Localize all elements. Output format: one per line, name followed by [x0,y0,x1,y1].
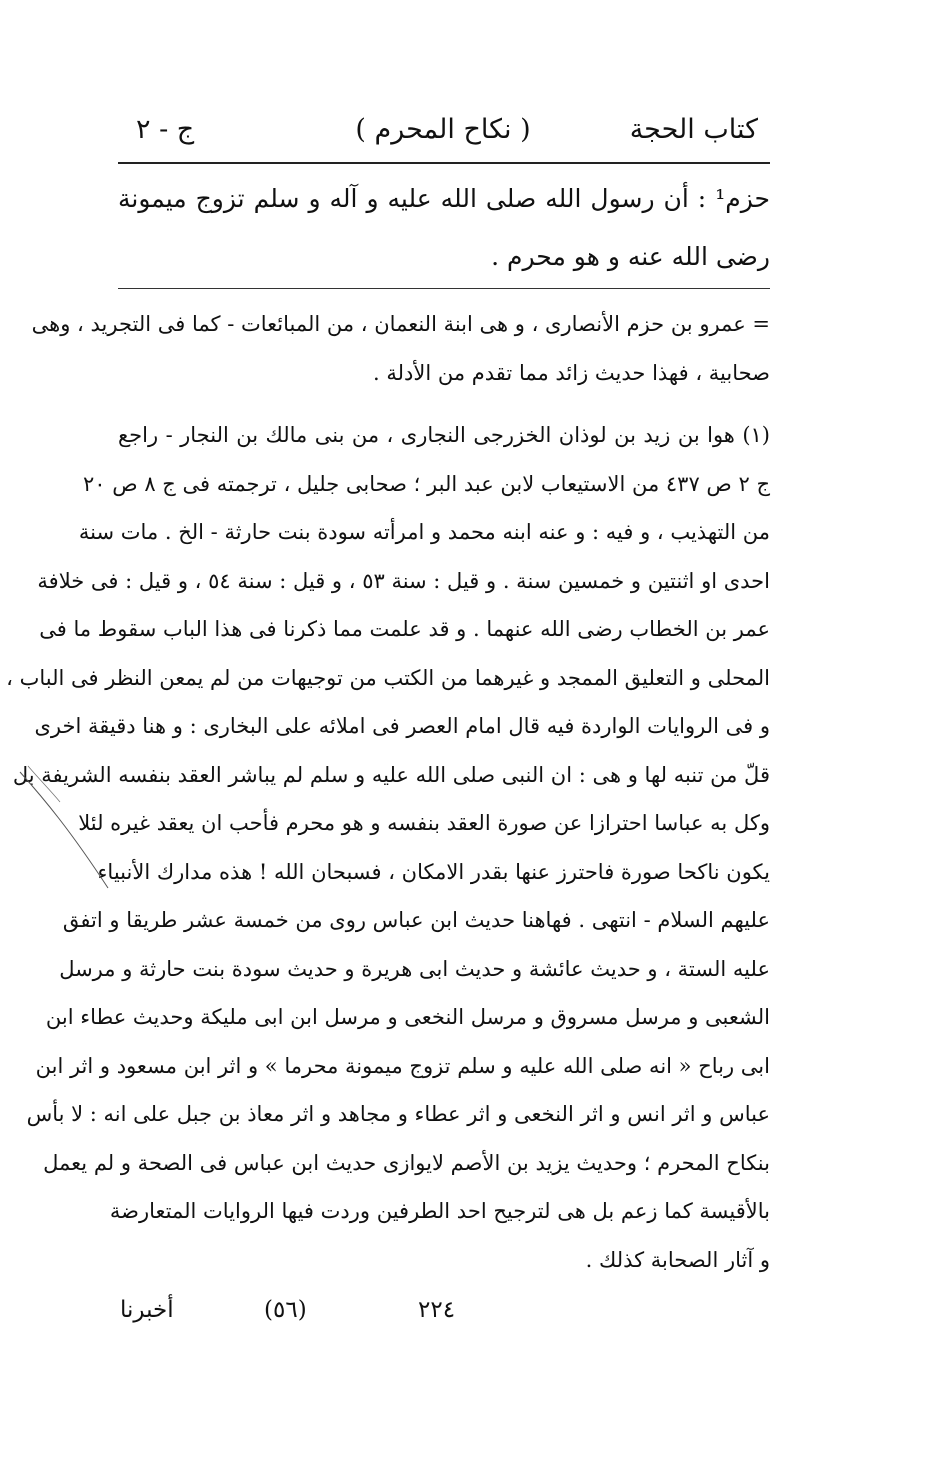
note-1-line: المحلى و التعليق الممجد و غيرهما من الكتب من توجيهات من لم يمعن النظر فى الباب ، [6,665,770,690]
bracket-number: (٥٦) [264,1297,307,1323]
volume-number: ج - ٢ [136,114,195,145]
header-rule [118,162,770,164]
note-continuation-line: صحابية ، فهذا حديث زائد مما تقدم من الأدلة . [373,360,770,385]
margin-pen-stroke [0,760,120,900]
note-1-line: بنكاح المحرم ؛ وحديث يزيد بن الأصم لايوازى حديث ابن عباس فى الصحة و لم يعمل [43,1150,770,1175]
running-head [118,110,768,158]
page-number: ٢٢٤ [418,1297,456,1323]
note-1-line: الشعبى و مرسل مسروق و مرسل النخعى و مرسل ابن ابى مليكة وحديث عطاء ابن [45,1005,770,1029]
note-1-line: عليه الستة ، و حديث عائشة و حديث ابى هريرة و حديث سودة بنت حارثة و مرسل [59,956,770,981]
note-1-line: يكون ناكحا صورة فاحترز عنها بقدر الامكان ، فسبحان الله ! هذه مدارك الأنبياء [97,859,770,884]
note-1-line: و فى الروايات الواردة فيه قال امام العصر فى املائه على البخارى : و هنا دقيقة اخرى [34,714,770,738]
book-title: كتاب الحجة [629,114,758,145]
note-1-line: من التهذيب ، و فيه : و عنه ابنه محمد و امرأته سودة بنت حارثة - الخ . مات سنة [78,520,770,544]
note-continuation-line: = عمرو بن حزم الأنصارى ، و هى ابنة النعمان ، من المبائعات - كما فى التجريد ، وهى [31,312,770,336]
note-1-line: (١) هوا بن زيد بن لوذان الخزرجى النجارى ، من بنى مالك بن النجار - راجع [118,423,770,447]
note-1-line: ابى رباح « انه صلى الله عليه و سلم تزوج ميمونة محرما » و اثر ابن مسعود و اثر ابن [35,1053,770,1078]
note-1-line: عليهم السلام - انتهى . فهاهنا حديث ابن عباس روى من خمسة عشر طريقا و اتفق [62,908,770,932]
note-1-line: قلّ من تنبه لها و هى : ان النبى صلى الله عليه و سلم لم يباشر العقد بنفسه الشريفة بل [12,762,770,787]
footnotes [6,300,770,1284]
note-1-line: عمر بن الخطاب رضى الله عنهما . و قد علمت مما ذكرنا فى هذا الباب سقوط ما فى [39,617,770,641]
note-1-line: وكل به عباسا احترازا عن صورة العقد بنفسه و هو محرم فأحب ان يعقد غيره لئلا [78,811,770,835]
footnote-rule [118,288,770,289]
chapter-title: ( نكاح المحرم ) [355,114,531,145]
main-paragraph: حزم¹ : أن رسول الله صلى الله عليه و آله و سلم تزوج ميمونة رضى الله عنه و هو محرم . [118,184,770,271]
note-1-line: احدى او اثنتين و خمسين سنة . و قيل : سنة ٥٣ ، و قيل : سنة ٥٤ ، و قيل : فى خلافة [37,568,770,593]
note-1-line: عباس و اثر انس و اثر النخعى و اثر عطاء و مجاهد و اثر معاذ بن جبل على انه : لا بأس [26,1102,770,1126]
main-text [118,170,770,286]
catchword: أخبرنا [120,1297,174,1323]
note-1-line: بالأقيسة كما زعم بل هى لترجيح احد الطرفين وردت فيها الروايات المتعارضة [109,1199,770,1223]
page-footer [118,1290,770,1334]
note-1-line: ج ٢ ص ٤٣٧ من الاستيعاب لابن عبد البر ؛ صحابى جليل ، ترجمته فى ج ٨ ص ٢٠ [83,471,770,496]
note-1-line: و آثار الصحابة كذلك . [585,1247,770,1272]
